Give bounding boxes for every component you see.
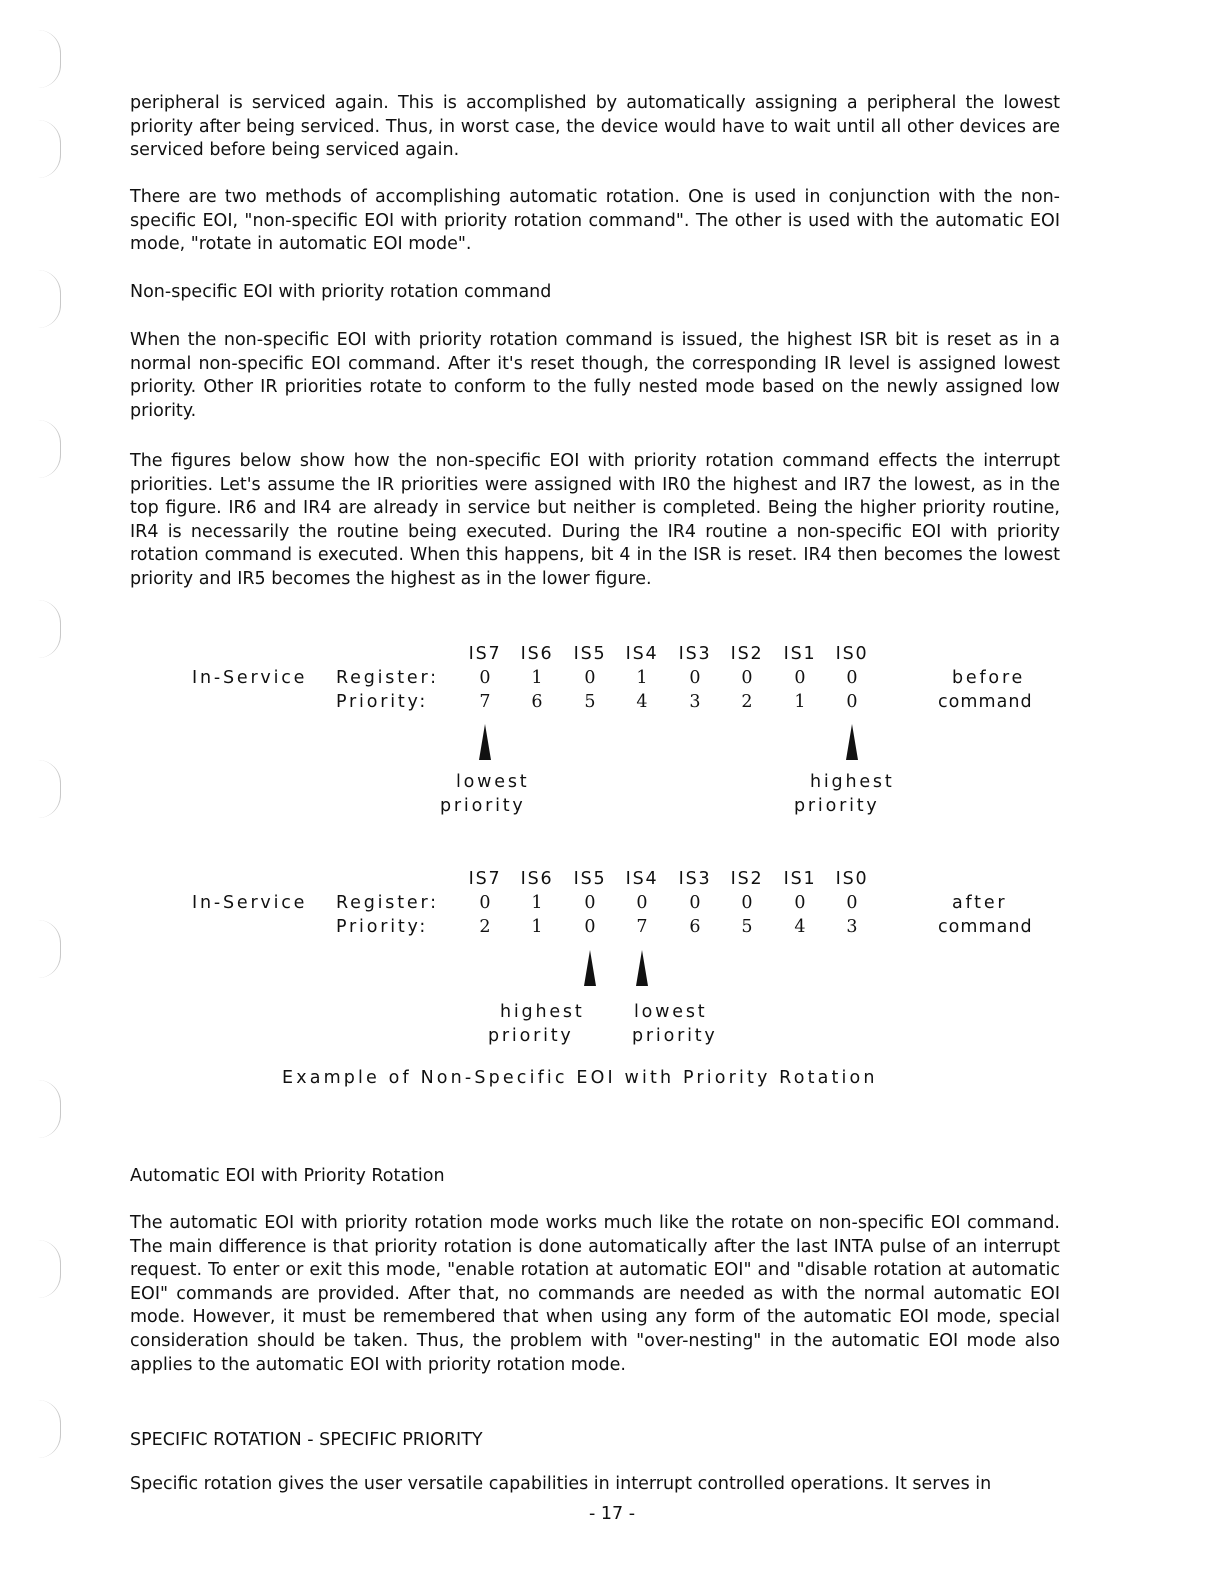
priority-value: 7 <box>479 692 491 712</box>
isr-value: 0 <box>584 668 596 688</box>
page-number: - 17 - <box>588 1504 636 1524</box>
isr-value: 0 <box>689 893 701 913</box>
section-heading-nonspecific: Non-specific EOI with priority rotation command <box>130 282 552 302</box>
isr-value: 1 <box>636 668 648 688</box>
header-is3: IS3 <box>678 869 712 889</box>
header-is7: IS7 <box>468 644 502 664</box>
header-is4: IS4 <box>625 644 659 664</box>
paragraph-rotation-intro: peripheral is serviced again. This is accomplished by automatically assigning a peripheral the lowest priority after being serviced. Thus, in worst case, the device would have to wait until all other devices are serviced before being serviced again. <box>130 93 1060 161</box>
isr-value: 0 <box>794 668 806 688</box>
highest-label-line1: highest <box>810 772 895 792</box>
label-priority: Priority: <box>336 917 429 937</box>
priority-value: 6 <box>531 692 543 712</box>
isr-value: 0 <box>636 893 648 913</box>
lowest-label-line1: lowest <box>634 1002 708 1022</box>
highest-label-line1: highest <box>500 1002 585 1022</box>
lowest-label-line2: priority <box>632 1026 718 1046</box>
lowest-arrow-icon <box>479 724 491 760</box>
binder-hole-mark <box>38 420 61 478</box>
priority-value: 1 <box>794 692 806 712</box>
label-priority: Priority: <box>336 692 429 712</box>
header-is6: IS6 <box>520 869 554 889</box>
isr-value: 1 <box>531 668 543 688</box>
isr-value: 0 <box>741 893 753 913</box>
priority-value: 5 <box>584 692 596 712</box>
isr-value: 0 <box>846 668 858 688</box>
binder-hole-mark <box>38 270 61 328</box>
priority-value: 7 <box>636 917 648 937</box>
header-is5: IS5 <box>573 644 607 664</box>
isr-value: 0 <box>741 668 753 688</box>
priority-value: 5 <box>741 917 753 937</box>
highest-label-line2: priority <box>488 1026 574 1046</box>
lowest-arrow-icon <box>636 950 648 986</box>
header-is2: IS2 <box>730 869 764 889</box>
before-note-line1: before <box>952 668 1026 688</box>
label-register: Register: <box>336 668 439 688</box>
header-is0: IS0 <box>835 644 869 664</box>
isr-value: 1 <box>531 893 543 913</box>
priority-value: 0 <box>846 692 858 712</box>
header-is6: IS6 <box>520 644 554 664</box>
paragraph-specific-rotation: Specific rotation gives the user versatile capabilities in interrupt controlled operations. It serves in <box>130 1474 992 1494</box>
priority-value: 2 <box>741 692 753 712</box>
after-note-line2: command <box>938 917 1033 937</box>
binder-hole-mark <box>38 760 61 818</box>
header-is1: IS1 <box>783 869 817 889</box>
header-is3: IS3 <box>678 644 712 664</box>
paragraph-figure-explanation: The figures below show how the non-specific EOI with priority rotation command effects the interrupt priorities. Let's assume the IR priorities were assigned with IR0 the highest and IR7 the lowest, as in the top figure. IR6 and IR4 are already in service but neither is completed. Being the higher priority routine, IR4 is necessarily the routine being executed. During the IR4 routine a non-specific EOI with priority rotation command is executed. When this happens, bit 4 in the ISR is reset. IR4 then becomes the lowest priority and IR5 becomes the highest as in the lower figure. <box>130 451 1060 589</box>
priority-value: 3 <box>689 692 701 712</box>
highest-label-line2: priority <box>794 796 880 816</box>
paragraph-automatic-eoi: The automatic EOI with priority rotation mode works much like the rotate on non-specific EOI command. The main difference is that priority rotation is done automatically after the last INTA pulse of an interrupt request. To enter or exit this mode, "enable rotation at automatic EOI" and "disable rotation at automatic EOI" commands are provided. After that, no commands are needed as with the normal automatic EOI mode. However, it must be remembered that when using any form of the automatic EOI mode, special consideration should be taken. Thus, the problem with "over-nesting" in the automatic EOI mode also applies to the automatic EOI with priority rotation mode. <box>130 1213 1060 1375</box>
paragraph-rotation-methods: There are two methods of accomplishing automatic rotation. One is used in conjunction with the non-specific EOI, "non-specific EOI with priority rotation command". The other is used with the automatic EOI mode, "rotate in automatic EOI mode". <box>130 187 1060 255</box>
priority-value: 1 <box>531 917 543 937</box>
priority-value: 2 <box>479 917 491 937</box>
isr-value: 0 <box>689 668 701 688</box>
label-register: Register: <box>336 893 439 913</box>
lowest-label-line1: lowest <box>456 772 530 792</box>
priority-value: 3 <box>846 917 858 937</box>
header-is2: IS2 <box>730 644 764 664</box>
figure-caption: Example of Non-Specific EOI with Priority Rotation <box>282 1068 878 1088</box>
lowest-label-line2: priority <box>440 796 526 816</box>
isr-value: 0 <box>794 893 806 913</box>
label-in-service: In-Service <box>192 893 308 913</box>
binder-hole-mark <box>38 920 61 978</box>
section-heading-specific-rotation: SPECIFIC ROTATION - SPECIFIC PRIORITY <box>130 1430 483 1450</box>
header-is4: IS4 <box>625 869 659 889</box>
binder-hole-mark <box>38 600 61 658</box>
header-is5: IS5 <box>573 869 607 889</box>
binder-hole-mark <box>38 1080 61 1138</box>
header-is0: IS0 <box>835 869 869 889</box>
binder-hole-mark <box>38 120 61 178</box>
before-note-line2: command <box>938 692 1033 712</box>
highest-arrow-icon <box>584 950 596 986</box>
binder-hole-mark <box>38 30 61 88</box>
priority-value: 0 <box>584 917 596 937</box>
binder-hole-mark <box>38 1400 61 1458</box>
priority-value: 6 <box>689 917 701 937</box>
section-heading-automatic-eoi: Automatic EOI with Priority Rotation <box>130 1166 445 1186</box>
isr-value: 0 <box>846 893 858 913</box>
highest-arrow-icon <box>846 724 858 760</box>
isr-value: 0 <box>479 668 491 688</box>
label-in-service: In-Service <box>192 668 308 688</box>
binder-hole-mark <box>38 1240 61 1298</box>
priority-value: 4 <box>794 917 806 937</box>
priority-value: 4 <box>636 692 648 712</box>
isr-value: 0 <box>584 893 596 913</box>
header-is7: IS7 <box>468 869 502 889</box>
paragraph-nonspecific-description: When the non-specific EOI with priority rotation command is issued, the highest ISR bit is reset as in a normal non-specific EOI command. After it's reset though, the corresponding IR level is assigned lowest priority. Other IR priorities rotate to conform to the fully nested mode based on the newly assigned low priority. <box>130 330 1060 421</box>
header-is1: IS1 <box>783 644 817 664</box>
isr-value: 0 <box>479 893 491 913</box>
after-note-line1: after <box>952 893 1008 913</box>
